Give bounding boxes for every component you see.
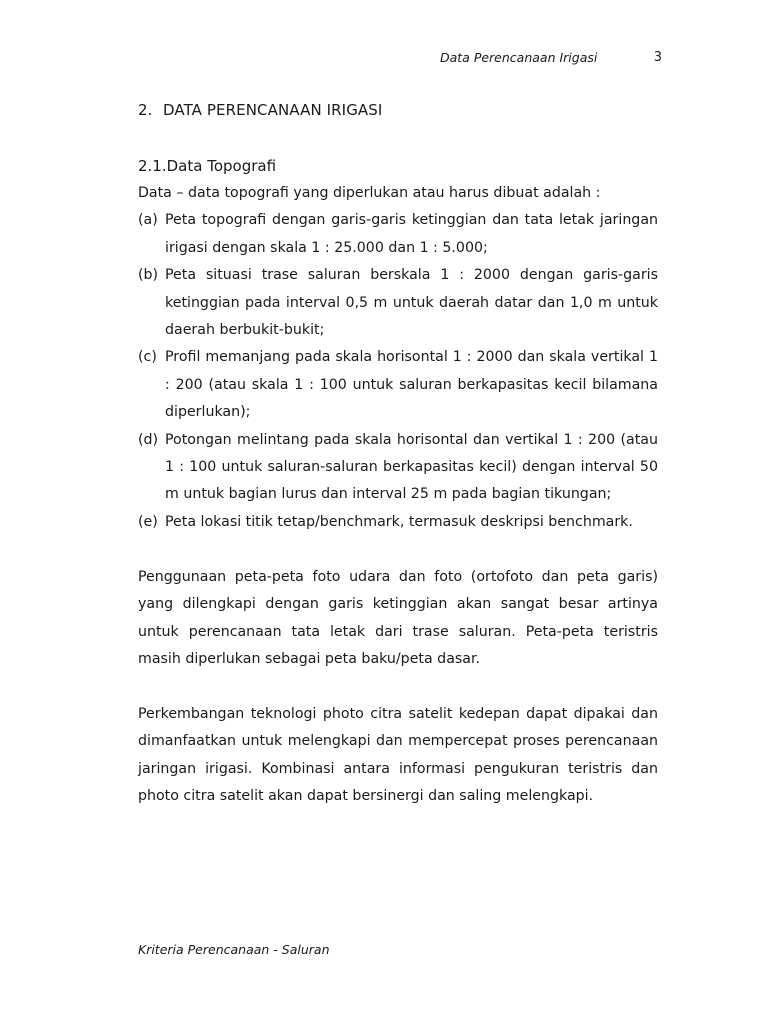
list-item-text: Profil memanjang pada skala horisontal 1 : 2000 dan skala vertikal 1 : 200 (atau skala 1 : 100 untuk saluran berkapasitas kecil bilamana diperlukan); — [165, 349, 658, 421]
intro-text: Data – data topografi yang diperlukan atau harus dibuat adalah : — [138, 185, 601, 201]
list-item-label: (e) — [138, 513, 158, 530]
list-item-label: (c) — [138, 349, 157, 366]
section-title: DATA PERENCANAAN IRIGASI — [163, 101, 383, 119]
list-item — [138, 262, 658, 344]
list-item-text: Peta topografi dengan garis-garis ketinggian dan tata letak jaringan irigasi dengan skala 1 : 25.000 dan 1 : 5.000; — [165, 212, 658, 256]
paragraph-aerial-photo: Penggunaan peta-peta foto udara dan foto (ortofoto dan peta garis) yang dilengkapi dengan garis ketinggian akan sangat besar artinya untuk perencanaan tata letak dari trase saluran. Peta-peta teristris masih diperlukan sebagai peta baku/peta dasar. — [138, 568, 658, 667]
list-item-label: (d) — [138, 431, 159, 448]
list-item-label: (b) — [138, 267, 159, 284]
list-item-text: Peta lokasi titik tetap/benchmark, termasuk deskripsi benchmark. — [165, 513, 633, 530]
subsection-heading: 2.1.Data Topografi — [138, 157, 277, 175]
list-item-text: Potongan melintang pada skala horisontal dan vertikal 1 : 200 (atau 1 : 100 untuk saluran-saluran berkapasitas kecil) dengan interval 50 m untuk bagian lurus dan interval 25 m pada bagian tikungan; — [165, 431, 658, 503]
page-number: 3 — [653, 50, 662, 65]
list-item-label: (a) — [138, 212, 158, 229]
section-heading — [138, 101, 382, 119]
list-item — [138, 207, 658, 262]
paragraph-satellite-imagery: Perkembangan teknologi photo citra satelit kedepan dapat dipakai dan dimanfaatkan untuk melengkapi dan mempercepat proses perencanaan jaringan irigasi. Kombinasi antara informasi pengukuran teristris dan photo citra satelit akan dapat bersinergi dan saling melengkapi. — [138, 705, 658, 805]
running-footer: Kriteria Perencanaan - Saluran — [138, 942, 330, 957]
running-header-title: Data Perencanaan Irigasi — [440, 50, 598, 65]
list-item — [138, 509, 658, 536]
list-item — [138, 427, 658, 509]
body-content — [138, 180, 658, 811]
list-item-text: Peta situasi trase saluran berskala 1 : 2000 dengan garis-garis ketinggian pada interval 0,5 m untuk daerah datar dan 1,0 m untuk daerah berbukit-bukit; — [165, 267, 658, 339]
section-number: 2. — [138, 101, 153, 119]
running-header — [440, 50, 662, 65]
list-item — [138, 344, 658, 426]
